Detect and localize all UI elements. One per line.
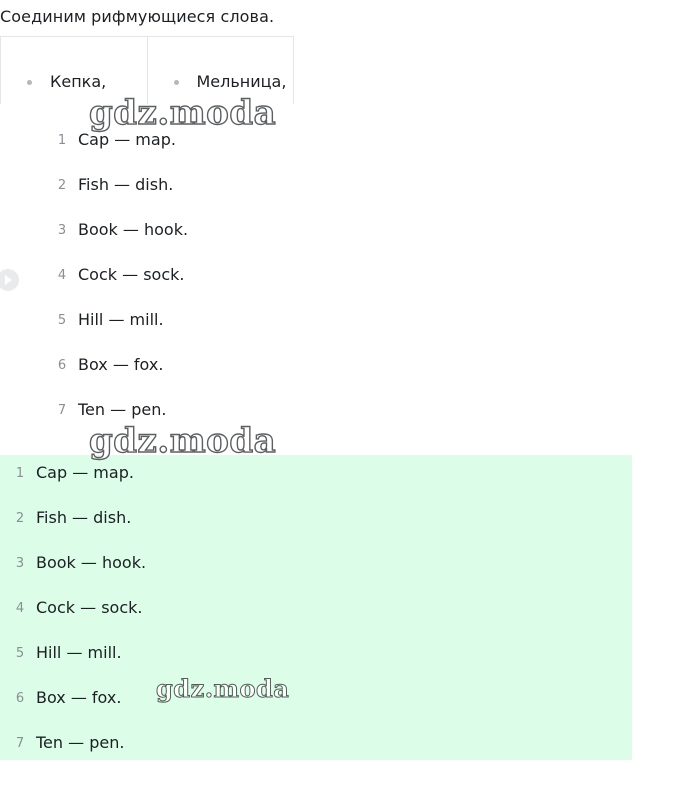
item-text: Cap — map. <box>36 463 134 482</box>
item-number: 6 <box>57 358 67 373</box>
item-text: Hill — mill. <box>78 310 164 329</box>
item-text: Hill — mill. <box>36 643 122 662</box>
answer-list <box>0 462 600 777</box>
item-number: 3 <box>15 556 25 571</box>
item-number: 2 <box>15 511 25 526</box>
item-number: 7 <box>57 403 67 418</box>
item-number: 4 <box>15 601 25 616</box>
item-number: 1 <box>15 466 25 481</box>
word-label: Кепка, <box>50 72 107 91</box>
item-number: 5 <box>15 646 25 661</box>
list-item <box>0 462 600 507</box>
item-text: Box — fox. <box>78 355 164 374</box>
item-text: Ten — pen. <box>36 733 125 752</box>
list-item <box>0 219 300 264</box>
item-number: 4 <box>57 268 67 283</box>
list-item <box>0 687 600 732</box>
item-text: Fish — dish. <box>78 175 174 194</box>
page-title: Соединим рифмующиеся слова. <box>0 7 275 26</box>
list-item <box>0 174 300 219</box>
item-number: 6 <box>15 691 25 706</box>
list-item <box>0 507 600 552</box>
list-item <box>0 552 600 597</box>
item-text: Book — hook. <box>36 553 147 572</box>
bullet-dot-icon <box>27 80 32 85</box>
watermark-logo: gdz.moda <box>89 421 277 461</box>
list-item <box>0 264 300 309</box>
list-item <box>0 642 600 687</box>
item-text: Fish — dish. <box>36 508 132 527</box>
item-number: 1 <box>57 133 67 148</box>
item-text: Cock — sock. <box>36 598 143 617</box>
word-label: Мельница, <box>196 72 287 91</box>
list-item <box>0 732 600 777</box>
item-number: 3 <box>57 223 67 238</box>
answer-box <box>0 455 632 760</box>
item-text: Cap — map. <box>78 130 176 149</box>
item-text: Book — hook. <box>78 220 189 239</box>
watermark-logo: gdz.moda <box>89 93 277 133</box>
item-text: Cock — sock. <box>78 265 185 284</box>
list-item <box>0 129 300 174</box>
item-text: Ten — pen. <box>78 400 167 419</box>
list-item <box>0 354 300 399</box>
item-number: 2 <box>57 178 67 193</box>
item-number: 7 <box>15 736 25 751</box>
item-text: Box — fox. <box>36 688 122 707</box>
watermark-logo: gdz.moda <box>156 674 290 703</box>
item-number: 5 <box>57 313 67 328</box>
rhyme-list <box>0 129 300 444</box>
list-item <box>0 309 300 354</box>
list-item <box>0 597 600 642</box>
bullet-dot-icon <box>174 80 179 85</box>
